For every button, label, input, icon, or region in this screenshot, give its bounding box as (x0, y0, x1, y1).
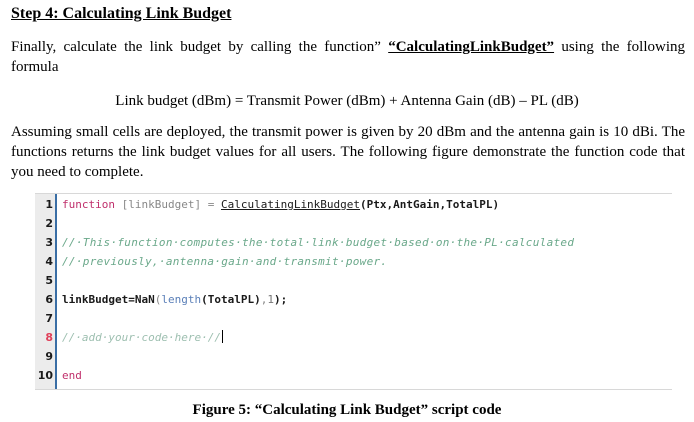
comma: , (260, 293, 268, 306)
line-number: 9 (45, 350, 53, 363)
code-editor[interactable] (35, 193, 672, 390)
code-text (62, 292, 287, 308)
keyword-end: end (62, 369, 82, 382)
line-number: 7 (45, 312, 53, 325)
code-text (62, 330, 223, 346)
line-number: 8 (45, 331, 53, 344)
builtin-length: length (161, 293, 202, 306)
code-text (62, 197, 499, 213)
section-heading: Step 4: Calculating Link Budget (11, 5, 232, 22)
function-args: (Ptx,AntGain,TotalPL) (360, 198, 500, 211)
text-cursor (222, 330, 223, 343)
code-comment: //·This·function·computes·the·total·link·budget·based·on·the·PL·calculated (62, 236, 575, 249)
code-line-7[interactable] (35, 310, 672, 329)
close-paren: ); (273, 293, 288, 306)
code-line-1[interactable] (35, 196, 672, 215)
number-literal: 1 (267, 293, 274, 306)
line-number: 2 (45, 217, 53, 230)
keyword-function: function (62, 198, 115, 211)
length-arg: (TotalPL) (201, 293, 261, 306)
intro-text-before: Finally, calculate the link budget by calling the function” (11, 39, 389, 55)
code-line-5[interactable] (35, 272, 672, 291)
link-budget-formula: Link budget (dBm) = Transmit Power (dBm) + Antenna Gain (dB) – PL (dB) (115, 93, 579, 109)
line-number: 5 (45, 274, 53, 287)
code-line-10[interactable] (35, 367, 672, 386)
function-signature-name: CalculatingLinkBudget (220, 198, 361, 211)
code-comment: //·add·your·code·here·// (62, 331, 221, 344)
line-number: 1 (45, 198, 53, 211)
code-line-8[interactable] (35, 329, 672, 348)
output-var: [linkBudget] (121, 198, 202, 211)
code-line-9[interactable] (35, 348, 672, 367)
equals-sign: = (207, 198, 215, 211)
code-line-2[interactable] (35, 215, 672, 234)
figure-caption: Figure 5: “Calculating Link Budget” script code (192, 402, 502, 418)
code-line-6[interactable] (35, 291, 672, 310)
variable-assignment: linkBudget=NaN (62, 293, 155, 306)
code-line-3[interactable] (35, 234, 672, 253)
line-number: 3 (45, 236, 53, 249)
line-number: 10 (37, 369, 53, 382)
open-paren: ( (154, 293, 162, 306)
line-number: 6 (45, 293, 53, 306)
line-number: 4 (45, 255, 53, 268)
assumption-paragraph: Assuming small cells are deployed, the transmit power is given by 20 dBm and the antenna gain is 10 dBi. The functions returns the link budget values for all users. The following figure demonstrate the function code that you need to complete. (11, 124, 685, 180)
code-line-4[interactable] (35, 253, 672, 272)
intro-text-after: using the following formula (11, 39, 686, 75)
code-comment: //·previously,·antenna·gain·and·transmit·power. (62, 255, 388, 268)
function-name: “CalculatingLinkBudget” (388, 39, 555, 55)
intro-paragraph (11, 37, 685, 77)
